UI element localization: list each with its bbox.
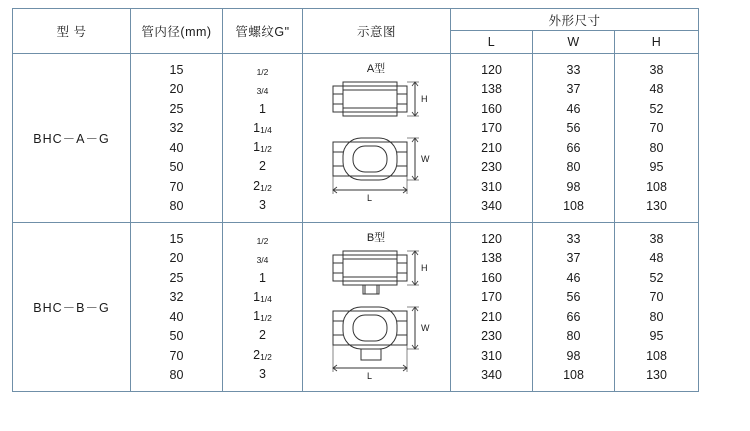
list-item: 80	[649, 140, 664, 155]
b-type-drawing-icon	[303, 241, 449, 383]
diagram-label: A型	[366, 63, 386, 75]
list-item: 230	[481, 329, 502, 344]
list-item: 25	[169, 270, 184, 285]
cell-width-values	[533, 223, 615, 392]
list-item: 80	[566, 160, 581, 175]
list-item: 95	[649, 160, 664, 175]
list-item: 170	[481, 290, 502, 305]
cell-height-values	[615, 223, 699, 392]
height-list	[615, 54, 698, 222]
list-item: 66	[566, 309, 581, 324]
cell-model: BHC－B－G	[13, 223, 131, 392]
list-item: $1_{1/2}$	[253, 140, 272, 155]
list-item: 70	[169, 179, 184, 194]
list-item: 1	[259, 101, 266, 116]
list-item: 38	[649, 63, 664, 77]
list-item: 80	[649, 309, 664, 324]
diagram-a	[303, 54, 449, 222]
spec-sheet	[0, 8, 750, 431]
list-item: 210	[481, 140, 502, 155]
table-body	[13, 54, 699, 392]
list-item: 3	[259, 197, 266, 212]
list-item: $2_{1/2}$	[253, 178, 272, 193]
list-item: 138	[481, 251, 502, 266]
list-item: 80	[169, 367, 184, 382]
list-item: 80	[566, 329, 581, 344]
list-item: 108	[646, 179, 667, 194]
list-item: $2_{1/2}$	[253, 347, 272, 362]
list-item: 56	[566, 290, 581, 305]
svg-text:W: W	[421, 323, 430, 333]
list-item: 340	[481, 198, 502, 213]
thread-list	[223, 54, 302, 222]
list-item: 108	[563, 367, 584, 382]
list-item: $1_{1/2}$	[253, 309, 272, 324]
cell-inner-diameters	[131, 54, 223, 223]
a-type-drawing-icon	[303, 72, 449, 214]
list-item: 32	[169, 121, 184, 136]
list-item: 40	[169, 309, 184, 324]
list-item: 32	[169, 290, 184, 305]
diagram-b	[303, 223, 449, 391]
list-item: 52	[649, 270, 664, 285]
list-item: 40	[169, 140, 184, 155]
list-item: 108	[646, 348, 667, 363]
list-item: 170	[481, 121, 502, 136]
list-item: 340	[481, 367, 502, 382]
header-outline-dimensions: 外形尺寸	[451, 9, 699, 31]
list-item: 138	[481, 82, 502, 97]
cell-length-values	[451, 54, 533, 223]
svg-text:W: W	[421, 154, 430, 164]
list-item: $1_{1/4}$	[253, 289, 272, 304]
cell-length-values	[451, 223, 533, 392]
svg-text:L: L	[367, 371, 373, 381]
cell-inner-diameters	[131, 223, 223, 392]
list-item: 70	[169, 348, 184, 363]
header-inner-diameter: 管内径(mm)	[131, 9, 223, 54]
cell-threads	[223, 223, 303, 392]
list-item: 95	[649, 329, 664, 344]
header-diagram: 示意图	[303, 9, 451, 54]
cell-threads	[223, 54, 303, 223]
list-item: 3/4	[256, 255, 269, 266]
list-item: 46	[566, 101, 581, 116]
table-head	[13, 9, 699, 54]
list-item: 37	[566, 251, 581, 266]
list-item: 37	[566, 82, 581, 97]
list-item: 20	[169, 251, 184, 266]
list-item: 3	[259, 366, 266, 381]
header-height: H	[615, 31, 699, 54]
thread-list	[223, 223, 302, 391]
list-item: 38	[649, 232, 664, 246]
header-thread: 管螺纹G"	[223, 9, 303, 54]
header-width: W	[533, 31, 615, 54]
list-item: 2	[259, 159, 266, 174]
cell-height-values	[615, 54, 699, 223]
width-list	[533, 223, 614, 391]
list-item: 310	[481, 179, 502, 194]
list-item: 160	[481, 101, 502, 116]
length-list	[451, 54, 532, 222]
width-list	[533, 54, 614, 222]
list-item: 48	[649, 82, 664, 97]
list-item: 33	[566, 63, 581, 77]
inner-diameter-list	[131, 223, 222, 391]
list-item: 230	[481, 160, 502, 175]
list-item: 210	[481, 309, 502, 324]
cell-model: BHC－A－G	[13, 54, 131, 223]
header-length: L	[451, 31, 533, 54]
list-item: 46	[566, 270, 581, 285]
list-item: 15	[169, 63, 184, 77]
svg-text:L: L	[367, 193, 373, 203]
list-item: 33	[566, 232, 581, 246]
table-row	[13, 223, 699, 392]
table-row	[13, 54, 699, 223]
list-item: 70	[649, 290, 664, 305]
list-item: $1_{1/4}$	[253, 120, 272, 135]
list-item: 1	[259, 270, 266, 285]
svg-text:H: H	[421, 263, 428, 273]
list-item: 52	[649, 101, 664, 116]
header-model: 型 号	[13, 9, 131, 54]
list-item: 80	[169, 198, 184, 213]
inner-diameter-list	[131, 54, 222, 222]
list-item: 130	[646, 367, 667, 382]
length-list	[451, 223, 532, 391]
svg-text:H: H	[421, 94, 428, 104]
diagram-label: B型	[366, 232, 386, 244]
list-item: 98	[566, 348, 581, 363]
list-item: 1/2	[256, 67, 269, 77]
list-item: 3/4	[256, 86, 269, 97]
list-item: 25	[169, 101, 184, 116]
list-item: 70	[649, 121, 664, 136]
header-row-1	[13, 9, 699, 31]
cell-diagram-b	[303, 223, 451, 392]
list-item: 310	[481, 348, 502, 363]
list-item: 50	[169, 160, 184, 175]
list-item: 120	[481, 63, 502, 77]
list-item: 20	[169, 82, 184, 97]
list-item: 130	[646, 198, 667, 213]
list-item: 56	[566, 121, 581, 136]
list-item: 160	[481, 270, 502, 285]
list-item: 15	[169, 232, 184, 246]
list-item: 120	[481, 232, 502, 246]
height-list	[615, 223, 698, 391]
list-item: 108	[563, 198, 584, 213]
cell-diagram-a	[303, 54, 451, 223]
list-item: 2	[259, 328, 266, 343]
list-item: 50	[169, 329, 184, 344]
specification-table	[12, 8, 699, 392]
cell-width-values	[533, 54, 615, 223]
list-item: 1/2	[256, 236, 269, 246]
list-item: 66	[566, 140, 581, 155]
list-item: 98	[566, 179, 581, 194]
list-item: 48	[649, 251, 664, 266]
